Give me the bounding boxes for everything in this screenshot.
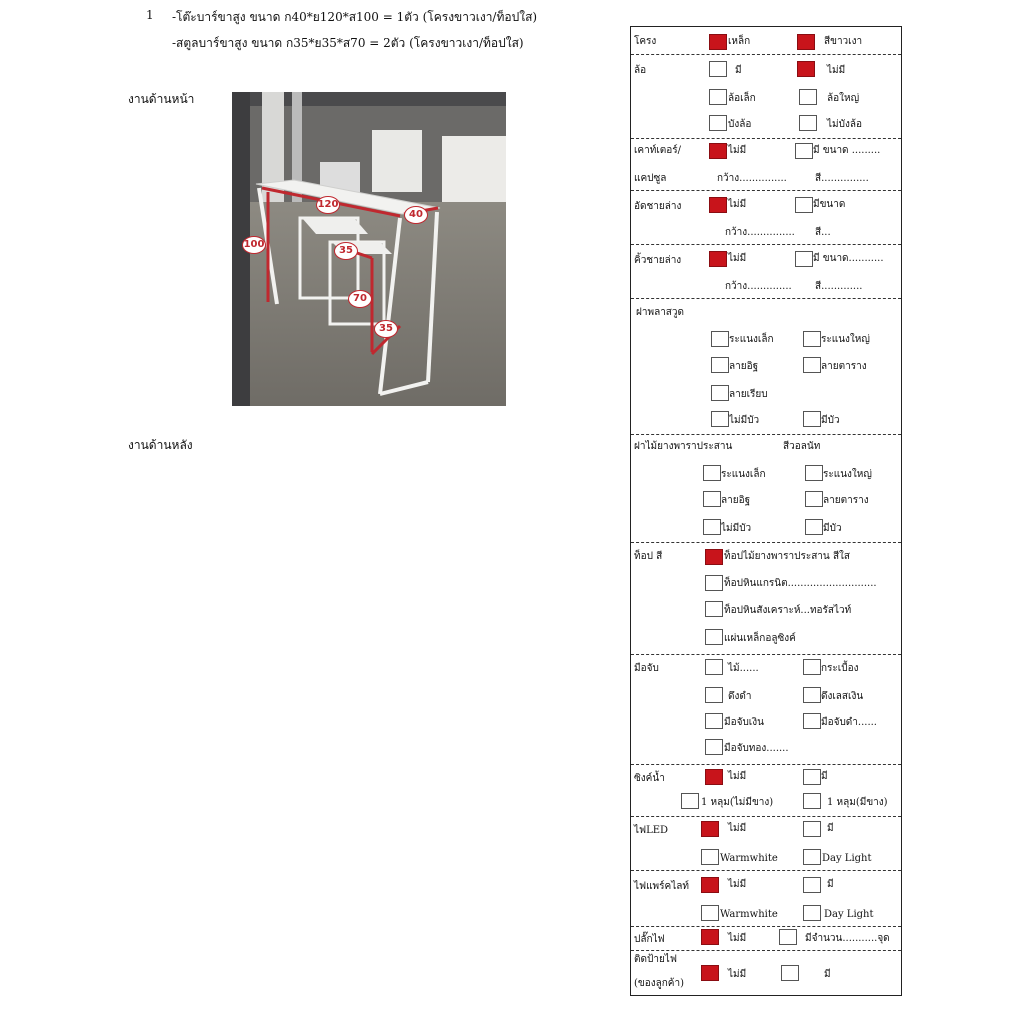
led-label: ไฟLED: [634, 825, 669, 836]
spec-form: [630, 26, 902, 996]
lower-trim-label: คิ้วชายล่าง: [634, 255, 682, 266]
plastic-plain-label: ลายเรียบ: [729, 389, 768, 400]
section-lower-trim: [631, 245, 901, 299]
frame-steel-checkbox[interactable]: [709, 34, 727, 50]
dimension-label: 100: [242, 236, 266, 254]
wheels-label: ล้อ: [634, 65, 647, 76]
plug-no-checkbox[interactable]: [701, 929, 719, 945]
handle-black-checkbox[interactable]: [803, 713, 821, 729]
section-top-color: [631, 543, 901, 655]
counter-size: กว้าง...............: [717, 173, 787, 184]
section-wheels: [631, 55, 901, 139]
handle-gold-label: มือจับทอง.......: [724, 743, 789, 754]
plastic-no-molding-checkbox[interactable]: [711, 411, 729, 427]
section-plastic-panel: [631, 299, 901, 435]
top-synthetic-checkbox[interactable]: [705, 601, 723, 617]
led-yes-label: มี: [827, 823, 834, 834]
lower-trim-no-label: ไม่มี: [728, 253, 747, 264]
section-lower-cover: [631, 191, 901, 245]
handle-black-label: มือจับดำ......: [821, 717, 877, 728]
frame-label: โครง: [634, 36, 657, 47]
wood-grid-checkbox[interactable]: [805, 491, 823, 507]
sign-no-label: ไม่มี: [728, 969, 747, 980]
wood-brick-label: ลายอิฐ: [721, 495, 751, 506]
plug-label: ปลั๊กไฟ: [634, 934, 665, 945]
counter-color: สี...............: [815, 173, 869, 184]
lower-cover-yes-label: มีขนาด: [813, 199, 846, 210]
lower-cover-no-checkbox[interactable]: [709, 197, 727, 213]
section-acrylic-light: [631, 871, 901, 927]
wood-molding-checkbox[interactable]: [805, 519, 823, 535]
plastic-large-slat-label: ระแนงใหญ่: [821, 334, 870, 345]
large-wheel-label: ล้อใหญ่: [827, 93, 860, 104]
wood-no-molding-checkbox[interactable]: [703, 519, 721, 535]
wheels-no-label: ไม่มี: [827, 65, 846, 76]
section-wood-panel: [631, 435, 901, 543]
counter-no-checkbox[interactable]: [709, 143, 727, 159]
section-plug: [631, 927, 901, 951]
sink-no-drainer-checkbox[interactable]: [681, 793, 699, 809]
header-line-1: -โต๊ะบาร์ขาสูง ขนาด ก40*ย120*ส100 = 1ตัว (โครงขาวเงา/ท็อปใส): [172, 10, 538, 24]
frame-steel-label: เหล็ก: [728, 36, 751, 47]
section-sink: [631, 765, 901, 817]
sign-yes-label: มี: [824, 969, 831, 980]
dimension-label: 35: [374, 320, 398, 338]
handle-steel-pull-label: ดึงเลสเงิน: [821, 691, 864, 702]
lower-cover-size: กว้าง...............: [725, 227, 795, 238]
counter-no-label: ไม่มี: [728, 145, 747, 156]
section-counter: [631, 139, 901, 191]
acrylic-warmwhite-label: Warmwhite: [720, 909, 778, 920]
wheel-cover-checkbox[interactable]: [709, 115, 727, 131]
wheel-cover-label: บังล้อ: [728, 119, 752, 130]
section-sign: [631, 951, 901, 997]
dimension-label: 40: [404, 206, 428, 224]
top-steel-label: แผ่นเหล็กอลูซิงค์: [724, 633, 796, 644]
sink-yes-checkbox[interactable]: [803, 769, 821, 785]
led-daylight-checkbox[interactable]: [803, 849, 821, 865]
handle-black-pull-label: ดึงดำ: [728, 691, 752, 702]
plastic-grid-label: ลายตาราง: [821, 361, 867, 372]
acrylic-daylight-checkbox[interactable]: [803, 905, 821, 921]
acrylic-yes-checkbox[interactable]: [803, 877, 821, 893]
handle-tile-label: กระเบื้อง: [821, 663, 859, 674]
wheels-no-checkbox[interactable]: [797, 61, 815, 77]
handle-wood-label: ไม้......: [728, 663, 759, 674]
top-wood-label: ท็อปไม้ยางพาราประสาน สีใส: [724, 551, 851, 562]
plug-no-label: ไม่มี: [728, 933, 747, 944]
wood-molding-label: มีบัว: [823, 523, 842, 534]
lower-trim-color: สี.............: [815, 281, 863, 292]
acrylic-yes-label: มี: [827, 879, 834, 890]
top-color-label: ท็อป สี: [634, 551, 663, 562]
wood-grid-label: ลายตาราง: [823, 495, 869, 506]
sink-no-label: ไม่มี: [728, 771, 747, 782]
frame-white-label: สีขาวเงา: [824, 36, 863, 47]
section-led: [631, 817, 901, 871]
plastic-grid-checkbox[interactable]: [803, 357, 821, 373]
photo-illustration: [232, 92, 506, 406]
led-no-checkbox[interactable]: [701, 821, 719, 837]
lower-cover-no-label: ไม่มี: [728, 199, 747, 210]
wheels-yes-checkbox[interactable]: [709, 61, 727, 77]
no-wheel-cover-label: ไม่บังล้อ: [827, 119, 862, 130]
acrylic-no-checkbox[interactable]: [701, 877, 719, 893]
top-steel-checkbox[interactable]: [705, 629, 723, 645]
sink-yes-label: มี: [821, 771, 828, 782]
sink-drainer-checkbox[interactable]: [803, 793, 821, 809]
sign-yes-checkbox[interactable]: [781, 965, 799, 981]
small-wheel-checkbox[interactable]: [709, 89, 727, 105]
front-label: งานด้านหน้า: [128, 92, 195, 106]
plastic-large-slat-checkbox[interactable]: [803, 331, 821, 347]
dimension-label: 35: [334, 242, 358, 260]
top-synthetic-label: ท็อปหินสังเคราะห์...ทอรัสไวท์: [724, 605, 852, 616]
dimension-label: 70: [348, 290, 372, 308]
plastic-molding-label: มีบัว: [821, 415, 840, 426]
wood-no-molding-label: ไม่มีบัว: [721, 523, 752, 534]
led-no-label: ไม่มี: [728, 823, 747, 834]
small-wheel-label: ล้อเล็ก: [728, 93, 756, 104]
acrylic-no-label: ไม่มี: [728, 879, 747, 890]
sink-label: ซิงค์น้ำ: [634, 773, 665, 784]
plug-yes-label: มีจำนวน...........จุด: [805, 933, 890, 944]
top-wood-checkbox[interactable]: [705, 549, 723, 565]
lower-trim-size: กว้าง..............: [725, 281, 792, 292]
header-line-2: -สตูลบาร์ขาสูง ขนาด ก35*ย35*ส70 = 2ตัว (โครงขาวเงา/ท็อปใส): [172, 36, 524, 50]
wood-brick-checkbox[interactable]: [703, 491, 721, 507]
sign-label-2: (ของลูกค้า): [634, 978, 685, 989]
plug-yes-checkbox[interactable]: [779, 929, 797, 945]
section-handle: [631, 655, 901, 765]
sign-no-checkbox[interactable]: [701, 965, 719, 981]
plastic-small-slat-label: ระแนงเล็ก: [729, 334, 774, 345]
large-wheel-checkbox[interactable]: [799, 89, 817, 105]
item-number: 1: [146, 8, 154, 22]
no-wheel-cover-checkbox[interactable]: [799, 115, 817, 131]
acrylic-daylight-label: Day Light: [824, 909, 874, 920]
sign-label: ติดป้ายไฟ: [634, 954, 677, 965]
sink-no-checkbox[interactable]: [705, 769, 723, 785]
wood-panel-color-label: สีวอลนัท: [783, 441, 821, 452]
lower-trim-no-checkbox[interactable]: [709, 251, 727, 267]
sink-no-drainer-label: 1 หลุม(ไม่มีขาง): [701, 797, 774, 808]
plastic-molding-checkbox[interactable]: [803, 411, 821, 427]
wheels-yes-label: มี: [735, 65, 742, 76]
plastic-no-molding-label: ไม่มีบัว: [729, 415, 760, 426]
handle-tile-checkbox[interactable]: [803, 659, 821, 675]
plastic-brick-label: ลายอิฐ: [729, 361, 759, 372]
counter-label: เคาท์เตอร์/: [634, 145, 681, 156]
product-photo: [232, 92, 506, 406]
sink-drainer-label: 1 หลุม(มีขาง): [827, 797, 888, 808]
lower-cover-yes-checkbox[interactable]: [795, 197, 813, 213]
wood-small-slat-checkbox[interactable]: [703, 465, 721, 481]
handle-gold-checkbox[interactable]: [705, 739, 723, 755]
wood-panel-label: ฝาไม้ยางพาราประสาน: [634, 441, 733, 452]
plastic-panel-label: ฝาพลาสวูด: [636, 307, 685, 318]
plastic-small-slat-checkbox[interactable]: [711, 331, 729, 347]
led-warmwhite-checkbox[interactable]: [701, 849, 719, 865]
lower-trim-yes-label: มี ขนาด...........: [813, 253, 884, 264]
frame-white-checkbox[interactable]: [797, 34, 815, 50]
led-yes-checkbox[interactable]: [803, 821, 821, 837]
led-warmwhite-label: Warmwhite: [720, 853, 778, 864]
wood-large-slat-label: ระแนงใหญ่: [823, 469, 872, 480]
plastic-plain-checkbox[interactable]: [711, 385, 729, 401]
back-label: งานด้านหลัง: [128, 438, 193, 452]
handle-label: มือจับ: [634, 663, 659, 674]
plastic-brick-checkbox[interactable]: [711, 357, 729, 373]
acrylic-light-label: ไฟแพร์คไลท์: [634, 881, 689, 892]
handle-silver-label: มือจับเงิน: [724, 717, 764, 728]
handle-steel-pull-checkbox[interactable]: [803, 687, 821, 703]
lower-cover-color: สี...: [815, 227, 831, 238]
wood-large-slat-checkbox[interactable]: [805, 465, 823, 481]
led-daylight-label: Day Light: [822, 853, 872, 864]
counter-yes-label: มี ขนาด .........: [813, 145, 881, 156]
dimension-label: 120: [316, 196, 340, 214]
top-granite-checkbox[interactable]: [705, 575, 723, 591]
wood-small-slat-label: ระแนงเล็ก: [721, 469, 766, 480]
handle-black-pull-checkbox[interactable]: [705, 687, 723, 703]
acrylic-warmwhite-checkbox[interactable]: [701, 905, 719, 921]
counter-yes-checkbox[interactable]: [795, 143, 813, 159]
counter-label-2: แคปซูล: [634, 173, 667, 184]
lower-trim-yes-checkbox[interactable]: [795, 251, 813, 267]
lower-cover-label: อัดชายล่าง: [634, 201, 682, 212]
handle-silver-checkbox[interactable]: [705, 713, 723, 729]
handle-wood-checkbox[interactable]: [705, 659, 723, 675]
top-granite-label: ท็อปหินแกรนิต............................: [724, 578, 877, 589]
section-frame: [631, 27, 901, 55]
